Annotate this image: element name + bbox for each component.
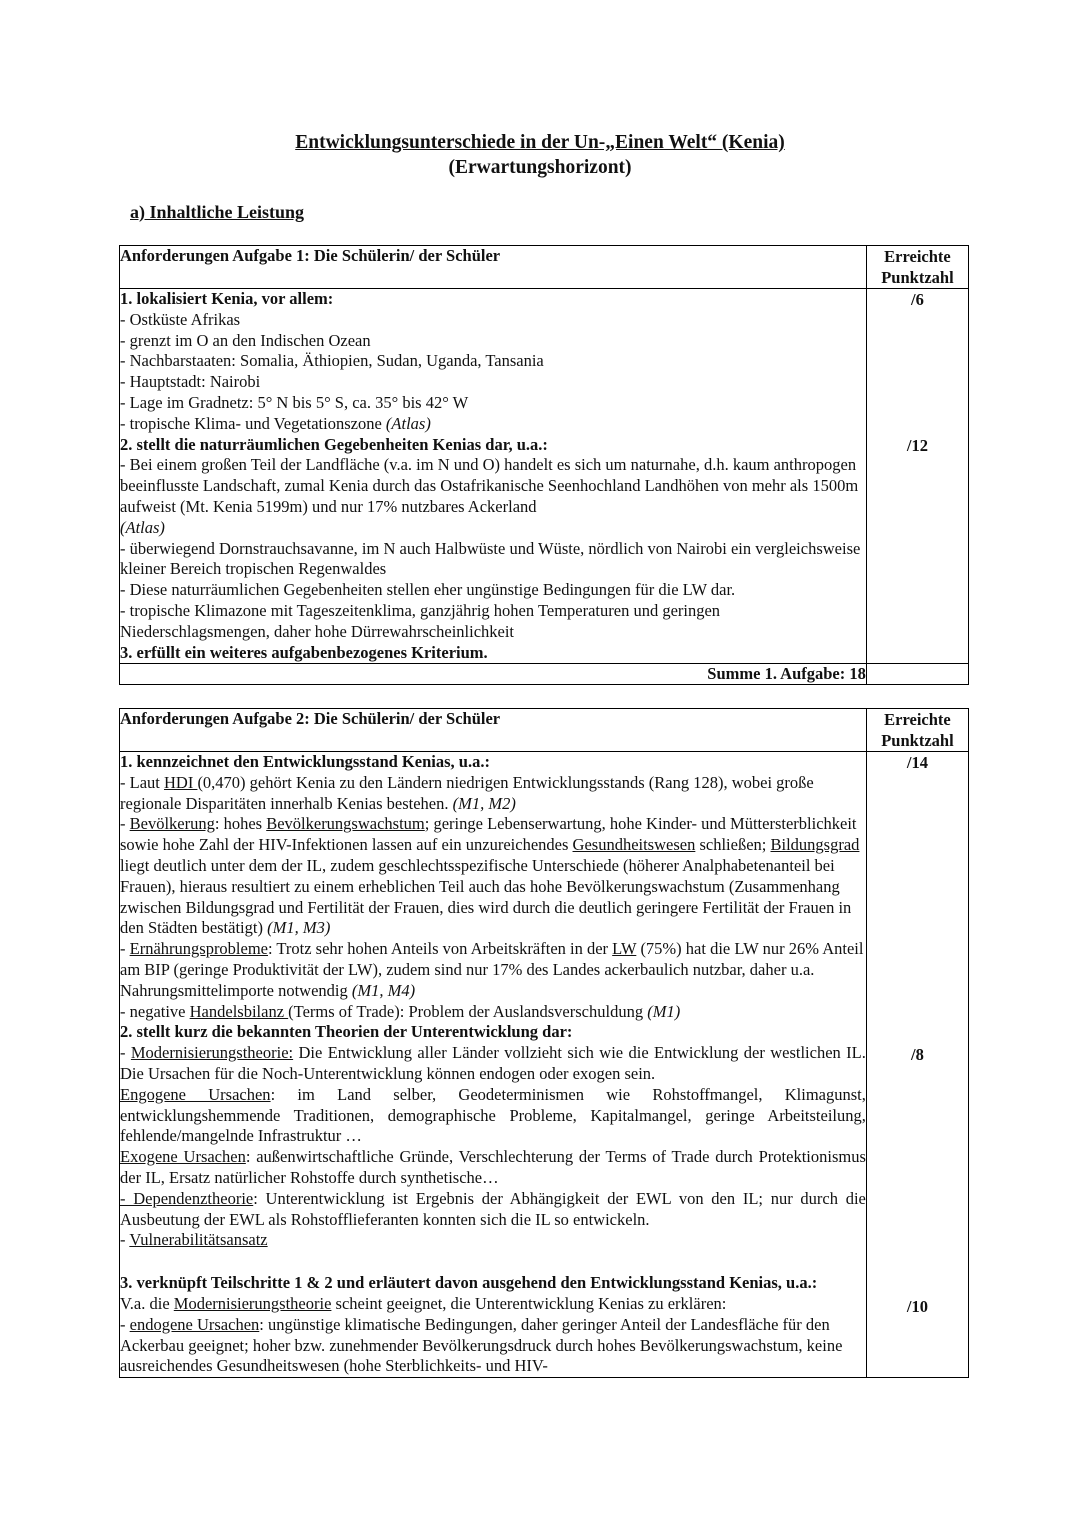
task1-c2-points: /12	[906, 436, 928, 455]
task2-c2-endogen: Engogene Ursachen: im Land selber, Geodeterminismen wie Rohstoffmangel, Klimagunst, entwicklungshemmende Traditionen, demographische Probleme, Kapitalmangel, geringe Arbeitsteilung, fehlende/mangelnde Infrastruktur …	[120, 1084, 866, 1146]
task1-c1-item: - Hauptstadt: Nairobi	[120, 372, 261, 392]
task2-c3-paragraph2: - endogene Ursachen: ungünstige klimatische Bedingungen, daher geringer Anteil der Landesfläche für den Ackerbau geeignet; hoher bzw. zunehmender Bevölkerungsdruck durch hohes Bevölkerungswachstum, keine ausreichendes Gesundheitswesen (hohe Sterblichkeits- und HIV-	[120, 1314, 843, 1376]
task2-criterion1-title: 1. kennzeichnet den Entwicklungsstand Kenias, u.a.:	[120, 752, 490, 771]
term-dependenztheorie: - Dependenztheorie	[120, 1188, 254, 1208]
task2-c3-points: /10	[906, 1297, 928, 1316]
document-title	[120, 130, 960, 180]
term-ernaehrungsprobleme: Ernährungsprobleme	[129, 939, 268, 959]
task1-sum: Summe 1. Aufgabe: 18	[120, 664, 867, 685]
task1-points-cell	[866, 289, 968, 664]
task1-sum-points	[866, 664, 968, 685]
task2-c1-points: /14	[906, 753, 928, 772]
term-bevoelkerungswachstum: Bevölkerungswachstum	[266, 814, 425, 834]
term-vulnerabilitaetsansatz: Vulnerabilitätsansatz	[129, 1230, 268, 1250]
task1-c1-item: - Nachbarstaaten: Somalia, Äthiopien, Sudan, Uganda, Tansania	[120, 351, 544, 371]
document-title-line1: Entwicklungsunterschiede in der Un-„Einen Welt“ (Kenia)	[295, 132, 785, 153]
task2-c1-bevoelkerung: - Bevölkerung: hohes Bevölkerungswachstum; geringe Lebenserwartung, hohe Kinder- und Müttersterblichkeit sowie hohe Zahl der HIV-Infektionen lassen auf ein unzureichendes Gesundheitswesen schließen; Bildungsgrad liegt deutlich unter dem der IL, zudem geschlechtsspezifische Unterschiede (höherer Analphabetenanteil bei Frauen), hieraus resultiert zu einem erheblichen Teil auch das hohe Bevölkerungswachstum (Zusammenhang zwischen Bildungsgrad und Fertilität der Frauen, dies wird durch die deutlich geringere Fertilität der Frauen in den Städten bestätigt) (M1, M3)	[120, 814, 860, 938]
task1-criterion2-title: 2. stellt die naturräumlichen Gegebenheiten Kenias dar, u.a.:	[120, 434, 548, 454]
task1-c1-item: - Lage im Gradnetz: 5° N bis 5° S, ca. 35° bis 42° W	[120, 392, 469, 412]
task2-criterion3-title: 3. verknüpft Teilschritte 1 & 2 und erläutert davon ausgehend den Entwicklungsstand Kenias, u.a.:	[120, 1273, 818, 1293]
task1-c2-paragraph4: - tropische Klimazone mit Tageszeitenklima, ganzjährig hohen Temperaturen und geringen Niederschlagsmengen, daher hohe Dürrewahrscheinlichkeit	[120, 600, 721, 641]
task1-c2-paragraph2: - überwiegend Dornstrauchsavanne, im N auch Halbwüste und Wüste, nördlich von Nairobi ein vergleichsweise kleiner Bereich tropischen Regenwaldes	[120, 538, 861, 579]
task2-c2-modernisierung: - Modernisierungstheorie: Die Entwicklung aller Länder vollzieht sich wie die Entwicklung der westlichen IL. Die Ursachen für die Noch-Unterentwicklung können endogen oder exogen sein.	[120, 1043, 866, 1083]
task2-header: Anforderungen Aufgabe 2: Die Schülerin/ der Schüler	[120, 709, 867, 752]
term-bevoelkerung: Bevölkerung	[129, 814, 215, 834]
task2-criterion2-title: 2. stellt kurz die bekannten Theorien der Unterentwicklung dar:	[120, 1022, 573, 1042]
term-handelsbilanz: Handelsbilanz	[189, 1001, 289, 1021]
section-heading: a) Inhaltliche Leistung	[130, 202, 305, 222]
term-hdi: HDI	[163, 772, 198, 792]
term-lw: LW	[612, 939, 637, 959]
term-gesundheitswesen: Gesundheitswesen	[572, 835, 696, 855]
task1-c2-p1-text: - Bei einem großen Teil der Landfläche (v.a. im N und O) handelt es sich um naturnahe, d.h. kaum anthropogen beeinflusste Landschaft, zumal Kenia durch das Ostafrikanische Seenhochland Landhöhen von mehr als 1500m aufweist (Mt. Kenia 5199m) und nur 17% nutzbares Ackerland	[120, 455, 859, 516]
task2-c3-paragraph1: V.a. die Modernisierungstheorie scheint geeignet, die Unterentwicklung Kenias zu erklären:	[120, 1293, 727, 1313]
term-bildungsgrad: Bildungsgrad	[770, 835, 860, 855]
task1-c2-paragraph1	[120, 455, 866, 538]
ref-m1-m2: (M1, M2)	[452, 793, 516, 813]
task2-points-header: Erreichte Punktzahl	[866, 709, 968, 752]
term-modernisierungstheorie-2: Modernisierungstheorie	[173, 1293, 332, 1313]
task1-c1-item-last-text: - tropische Klima- und Vegetationszone	[120, 413, 386, 433]
task1-c1-points: /6	[911, 290, 924, 309]
task1-table	[119, 245, 969, 685]
task2-content	[120, 752, 867, 1378]
task2-points-cell	[866, 752, 968, 1378]
task1-points-header: Erreichte Punktzahl	[866, 246, 968, 289]
task1-criterion3-title: 3. erfüllt ein weiteres aufgabenbezogenes Kriterium.	[120, 642, 488, 662]
term-modernisierungstheorie: Modernisierungstheorie:	[130, 1043, 294, 1063]
ref-m1: (M1)	[647, 1001, 681, 1021]
task1-c1-atlas-ref: (Atlas)	[385, 413, 431, 433]
task2-c1-hdi: - Laut HDI (0,470) gehört Kenia zu den Ländern niedrigen Entwicklungsstands (Rang 128), wobei große regionale Disparitäten innerhalb Kenias bestehen. (M1, M2)	[120, 772, 814, 813]
term-exogene-ursachen: Exogene Ursachen	[120, 1147, 246, 1167]
task1-header: Anforderungen Aufgabe 1: Die Schülerin/ der Schüler	[120, 246, 867, 289]
task2-c2-dependenz: - Dependenztheorie: Unterentwicklung ist Ergebnis der Abhängigkeit der EWL von den IL; nur durch die Ausbeutung der EWL als Rohstofflieferanten konnten sich die IL so entwickeln.	[120, 1188, 866, 1229]
task1-c2-paragraph3: - Diese naturräumlichen Gegebenheiten stellen eher ungünstige Bedingungen für die LW dar.	[120, 580, 736, 600]
document-title-line2: (Erwartungshorizont)	[448, 157, 632, 178]
task2-c2-vulnerabilitaet: - Vulnerabilitätsansatz	[120, 1230, 268, 1250]
task2-c1-ernaehrung: - Ernährungsprobleme: Trotz sehr hohen Anteils von Arbeitskräften in der LW (75%) hat die LW nur 26% Anteil am BIP (geringe Produktivität der LW), zudem sind nur 17% des Landes ackerbaulich nutzbar, daher u.a. Nahrungsmittelimporte notwendig (M1, M4)	[120, 939, 864, 1000]
task1-c2-atlas-ref: (Atlas)	[120, 517, 165, 537]
task2-c1-handelsbilanz: - negative Handelsbilanz (Terms of Trade): Problem der Auslandsverschuldung (M1)	[120, 1001, 681, 1021]
task1-c1-item: - grenzt im O an den Indischen Ozean	[120, 330, 371, 350]
task2-c2-points: /8	[911, 1045, 924, 1064]
task2-table	[119, 708, 969, 1378]
task1-c1-item: - Ostküste Afrikas	[120, 309, 241, 329]
task1-content	[120, 289, 867, 664]
ref-m1-m4: (M1, M4)	[351, 980, 416, 1000]
task1-c1-item-last	[120, 414, 866, 435]
term-engogene-ursachen: Engogene Ursachen	[120, 1084, 271, 1104]
ref-m1-m3: (M1, M3)	[267, 918, 331, 938]
term-endogene-ursachen: endogene Ursachen	[129, 1314, 260, 1334]
task1-criterion1-title: 1. lokalisiert Kenia, vor allem:	[120, 289, 334, 308]
task2-c2-exogen: Exogene Ursachen: außenwirtschaftliche Gründe, Verschlechterung der Terms of Trade durch Protektionismus der IL, Ersatz natürlicher Rohstoffe durch synthetische…	[120, 1147, 866, 1187]
